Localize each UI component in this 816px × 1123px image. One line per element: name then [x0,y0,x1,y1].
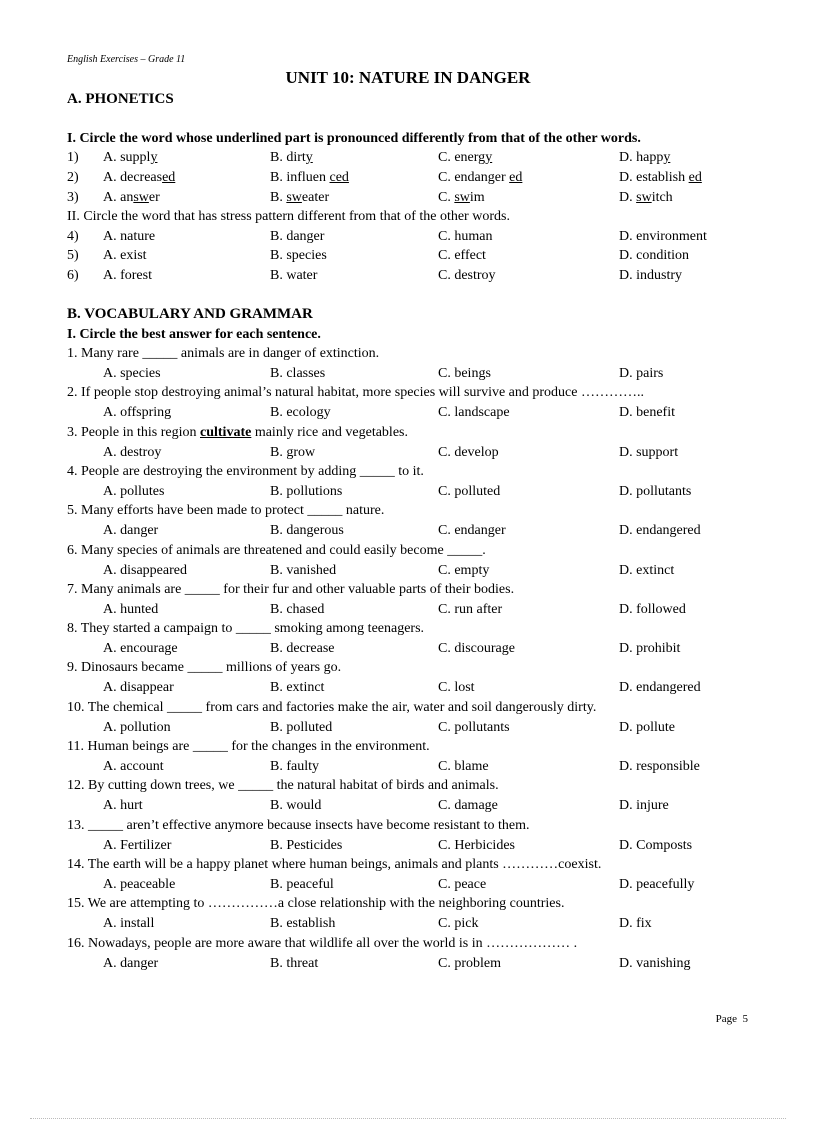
phonetics-instruction-2: II. Circle the word that has stress pattern different from that of the other words. [67,209,510,224]
answer-options [0,838,816,858]
answer-option-a[interactable]: A. pollution [103,720,171,735]
question-part: 6. Many species of animals are threatened and could easily become _____. [67,543,486,558]
phonetics-item [0,248,816,268]
underlined-part: ced [329,170,349,185]
option-c[interactable] [438,150,492,166]
footer-divider [30,1118,786,1119]
question-part: 3. People in this region [67,425,200,440]
question-text [67,464,424,480]
question-text [67,739,430,755]
item-number: 4) [67,229,79,244]
answer-option-b[interactable]: B. vanished [270,563,337,578]
answer-option-c[interactable]: C. pollutants [438,720,510,735]
answer-option-b[interactable]: B. extinct [270,680,325,695]
answer-option-d[interactable]: D. Composts [619,838,693,853]
answer-option-c[interactable]: C. beings [438,366,491,381]
option-text: B. danger [270,229,325,244]
option-text: A. exist [103,248,147,263]
question-text [67,503,384,519]
phonetics-item [0,190,816,210]
answer-option-c[interactable]: C. problem [438,956,501,971]
answer-option-c[interactable]: C. polluted [438,484,501,499]
vocab-instruction: I. Circle the best answer for each sentence. [67,327,321,342]
answer-option-a[interactable]: A. species [103,366,161,381]
option-d[interactable] [619,268,682,284]
option-text: D. industry [619,268,682,283]
question-part: 13. _____ aren’t effective anymore because insects have become resistant to them. [67,818,530,833]
option-b[interactable] [270,150,313,166]
question-part: mainly rice and vegetables. [251,425,408,440]
question-part: 1. Many rare _____ animals are in danger of extinction. [67,346,380,361]
option-d[interactable] [619,229,707,245]
answer-option-b[interactable]: B. grow [270,445,316,460]
answer-option-c[interactable]: C. run after [438,602,503,617]
question-part: 2. If people stop destroying animal’s natural habitat, more species will survive and produce ………….. [67,385,644,400]
answer-option-d[interactable]: D. support [619,445,679,460]
answer-option-c[interactable]: C. discourage [438,641,515,656]
phonetics-item [0,150,816,170]
page-num: 5 [742,1013,748,1025]
option-c[interactable] [438,229,492,245]
answer-option-d[interactable]: D. extinct [619,563,675,578]
answer-option-a[interactable]: A. offspring [103,405,172,420]
option-text: A. suppl [103,150,151,165]
underlined-part: ed [162,170,176,185]
question-part: 9. Dinosaurs became _____ millions of years go. [67,660,342,675]
answer-option-d[interactable]: D. pollutants [619,484,692,499]
answer-option-d[interactable]: D. pairs [619,366,664,381]
item-number: 2) [67,170,79,185]
option-c[interactable] [438,190,485,206]
question-text [67,621,424,637]
answer-option-c[interactable]: C. lost [438,680,475,695]
answer-options [0,563,816,583]
answer-option-d[interactable]: D. vanishing [619,956,691,971]
answer-option-c[interactable]: C. endanger [438,523,506,538]
phonetics-instruction-1: I. Circle the word whose underlined part is pronounced differently from that of the other words. [67,131,641,146]
underlined-part: ed [688,170,702,185]
question-part: 15. We are attempting to ……………a close relationship with the neighboring countries. [67,896,565,911]
answer-option-b[interactable]: B. would [270,798,322,813]
question-part: 16. Nowadays, people are more aware that wildlife all over the world is in ……………… . [67,936,578,951]
option-text: C. endanger [438,170,510,185]
item-number: 1) [67,150,79,165]
option-text: im [469,190,485,205]
answer-options [0,602,816,622]
answer-option-a[interactable]: A. destroy [103,445,162,460]
answer-options [0,366,816,386]
option-text: D. [619,190,637,205]
answer-option-a[interactable]: A. disappeared [103,563,187,578]
question-text [67,346,379,362]
option-text: B. dirt [270,150,306,165]
option-b[interactable] [270,268,317,284]
option-c[interactable] [438,248,486,264]
answer-option-d[interactable]: D. pollute [619,720,675,735]
question-part: 14. The earth will be a happy planet where human beings, animals and plants …………coexist. [67,857,602,872]
underlined-part: ed [509,170,523,185]
question-part: 4. People are destroying the environment by adding _____ to it. [67,464,424,479]
option-text: C. [438,190,455,205]
answer-option-b[interactable]: B. Pesticides [270,838,343,853]
answer-option-b[interactable]: B. faulty [270,759,319,774]
answer-option-b[interactable]: B. polluted [270,720,333,735]
question-text [67,425,408,441]
option-text: D. establish [619,170,689,185]
question-part: 5. Many efforts have been made to protect _____ nature. [67,503,385,518]
answer-option-d[interactable]: D. endangered [619,523,701,538]
vocab-heading: B. VOCABULARY AND GRAMMAR [67,306,313,322]
page-number [716,1013,748,1025]
answer-option-a[interactable]: A. install [103,916,155,931]
question-text [67,700,596,716]
option-text: C. human [438,229,493,244]
option-text: D. condition [619,248,689,263]
answer-option-b[interactable]: B. threat [270,956,319,971]
answer-options [0,956,816,976]
answer-options [0,523,816,543]
answer-option-d[interactable]: D. benefit [619,405,675,420]
answer-option-d[interactable]: D. fix [619,916,652,931]
option-text: eater [301,190,330,205]
answer-option-b[interactable]: B. ecology [270,405,331,420]
running-head: English Exercises – Grade 11 [67,54,186,65]
item-number: 5) [67,248,79,263]
option-a[interactable] [103,268,152,284]
question-text [67,818,529,834]
answer-option-d[interactable]: D. prohibit [619,641,681,656]
option-d[interactable] [619,248,689,264]
option-d[interactable] [619,170,702,186]
option-text: B. water [270,268,318,283]
answer-option-a[interactable]: A. hurt [103,798,143,813]
option-text: C. effect [438,248,486,263]
phonetics-item [0,268,816,288]
option-text: D. environment [619,229,707,244]
option-text: B. [270,190,287,205]
question-part: 8. They started a campaign to _____ smoking among teenagers. [67,621,425,636]
underlined-part: sw [636,190,652,205]
underlined-word: cultivate [200,425,252,440]
answer-option-d[interactable]: D. endangered [619,680,701,695]
option-a[interactable] [103,190,160,206]
answer-option-c[interactable]: C. Herbicides [438,838,515,853]
answer-option-c[interactable]: C. develop [438,445,499,460]
answer-option-c[interactable]: C. blame [438,759,489,774]
answer-options [0,877,816,897]
answer-option-a[interactable]: A. danger [103,523,159,538]
underlined-part: y [305,150,313,165]
option-b[interactable] [270,248,327,264]
option-text: B. species [270,248,327,263]
answer-option-c[interactable]: C. pick [438,916,479,931]
answer-option-d[interactable]: D. peacefully [619,877,695,892]
underlined-part: sw [286,190,302,205]
answer-option-b[interactable]: B. pollutions [270,484,343,499]
question-part: 7. Many animals are _____ for their fur and other valuable parts of their bodies. [67,582,515,597]
answer-options [0,720,816,740]
answer-option-b[interactable]: B. establish [270,916,336,931]
option-text: A. decreas [103,170,163,185]
option-a[interactable] [103,150,157,166]
phonetics-heading: A. PHONETICS [67,91,174,107]
question-text [67,778,499,794]
question-part: 12. By cutting down trees, we _____ the natural habitat of birds and animals. [67,778,499,793]
question-text [67,543,486,559]
question-part: 11. Human beings are _____ for the changes in the environment. [67,739,430,754]
underlined-part: y [150,150,158,165]
answer-option-b[interactable]: B. chased [270,602,325,617]
option-a[interactable] [103,229,155,245]
option-b[interactable] [270,229,324,245]
phonetics-item [0,229,816,249]
option-text: C. energ [438,150,486,165]
answer-option-b[interactable]: B. peaceful [270,877,334,892]
option-c[interactable] [438,170,522,186]
answer-option-d[interactable]: D. responsible [619,759,700,774]
option-text: A. forest [103,268,152,283]
answer-option-a[interactable]: A. danger [103,956,159,971]
option-text: B. influen [270,170,330,185]
answer-option-a[interactable]: A. encourage [103,641,178,656]
question-text [67,936,577,952]
answer-option-b[interactable]: B. classes [270,366,326,381]
answer-option-a[interactable]: A. account [103,759,164,774]
answer-options [0,641,816,661]
answer-options [0,484,816,504]
answer-option-a[interactable]: A. peaceable [103,877,176,892]
answer-option-a[interactable]: A. hunted [103,602,159,617]
question-text [67,582,514,598]
phonetics-item [0,170,816,190]
question-text [67,857,601,873]
item-number: 6) [67,268,79,283]
answer-option-d[interactable]: D. injure [619,798,669,813]
answer-options [0,445,816,465]
answer-options [0,680,816,700]
option-d[interactable] [619,190,673,206]
answer-options [0,916,816,936]
question-text [67,660,341,676]
option-text: C. destroy [438,268,496,283]
page-title: UNIT 10: NATURE IN DANGER [285,68,531,87]
option-d[interactable] [619,150,670,166]
underlined-part: y [663,150,671,165]
underlined-part: sw [133,190,149,205]
answer-option-c[interactable]: C. empty [438,563,490,578]
answer-option-b[interactable]: B. dangerous [270,523,344,538]
option-a[interactable] [103,170,175,186]
option-text: A. nature [103,229,156,244]
item-number: 3) [67,190,79,205]
option-text: itch [651,190,673,205]
answer-option-a[interactable]: A. disappear [103,680,174,695]
answer-option-c[interactable]: C. landscape [438,405,510,420]
answer-options [0,798,816,818]
option-b[interactable] [270,190,329,206]
answer-option-a[interactable]: A. Fertilizer [103,838,172,853]
page-label: Page [715,1013,737,1025]
option-c[interactable] [438,268,496,284]
question-text [67,896,564,912]
option-text: A. an [103,190,134,205]
answer-option-a[interactable]: A. pollutes [103,484,165,499]
answer-option-c[interactable]: C. damage [438,798,498,813]
option-text: D. happ [619,150,664,165]
answer-option-c[interactable]: C. peace [438,877,487,892]
answer-option-d[interactable]: D. followed [619,602,686,617]
underlined-part: sw [454,190,470,205]
question-part: 10. The chemical _____ from cars and factories make the air, water and soil dangerously dirty. [67,700,597,715]
option-text: er [148,190,160,205]
underlined-part: y [485,150,493,165]
answer-options [0,405,816,425]
answer-option-b[interactable]: B. decrease [270,641,335,656]
option-b[interactable] [270,170,349,186]
answer-options [0,759,816,779]
question-text [67,385,644,401]
option-a[interactable] [103,248,147,264]
